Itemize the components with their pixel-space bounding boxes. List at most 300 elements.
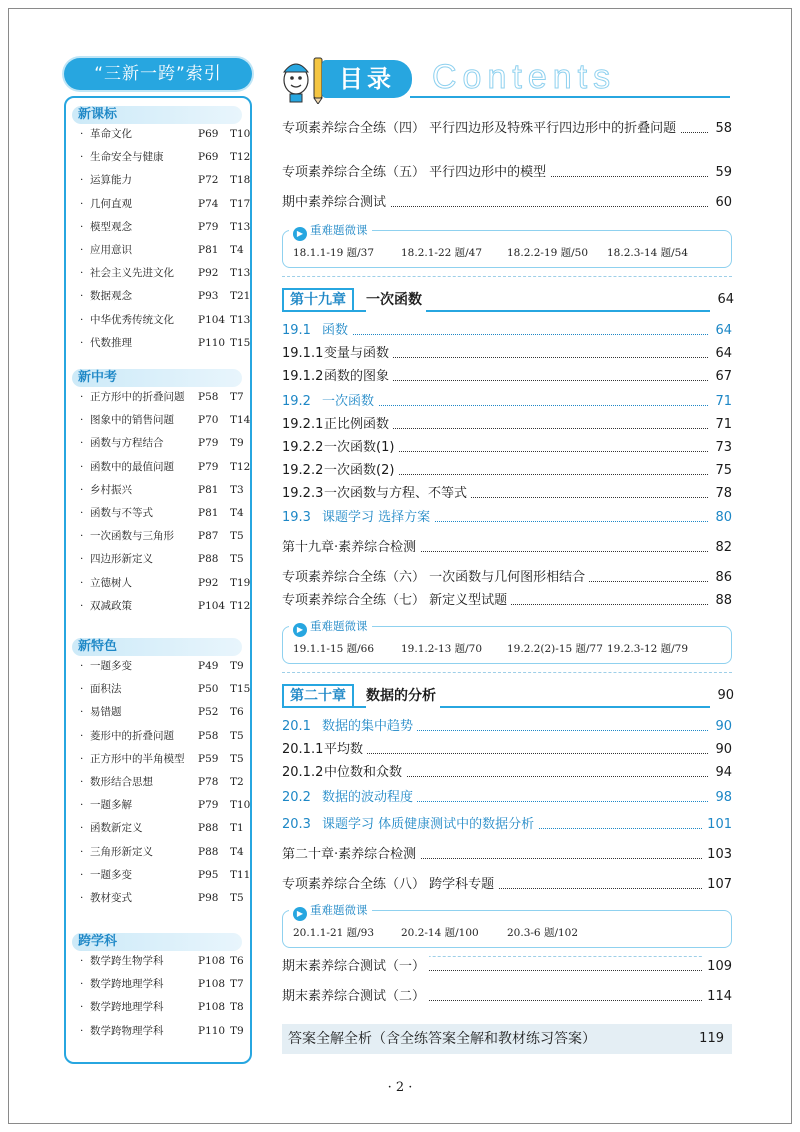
toc-entry-number: 20.2 xyxy=(282,790,311,805)
sidebar-item-name: 易错题 xyxy=(90,706,122,719)
sidebar-item-page: P108 xyxy=(198,978,226,991)
sidebar-item-task: T17 xyxy=(230,197,251,210)
bullet-icon: · xyxy=(80,267,84,280)
sidebar-item-name: 数学跨地理学科 xyxy=(90,978,164,991)
toc-entry-label xyxy=(282,787,417,809)
sidebar-item-page: P69 xyxy=(198,128,219,140)
sidebar-item-name: 乡村振兴 xyxy=(90,483,132,496)
sidebar-item-name: 菱形中的折叠问题 xyxy=(90,729,174,742)
sidebar-item[interactable] xyxy=(80,335,251,351)
toc-entry-label: 专项素养综合全练（五） 平行四边形中的模型 xyxy=(282,162,550,184)
sidebar-item[interactable] xyxy=(80,751,248,767)
toc-entry-title: 数据的集中趋势 xyxy=(322,719,414,734)
toc-entry-page: 86 xyxy=(711,567,732,589)
toc-row[interactable] xyxy=(282,437,732,459)
sidebar-item-task: T8 xyxy=(230,1001,244,1014)
sidebar-item-page: P58 xyxy=(198,391,219,403)
sidebar-item[interactable] xyxy=(80,844,248,860)
toc-entry-page: 114 xyxy=(703,986,732,1008)
sidebar-item[interactable] xyxy=(80,172,251,188)
sidebar-item[interactable] xyxy=(80,704,248,720)
sidebar-item-name: 三角形新定义 xyxy=(90,845,153,858)
weike-box xyxy=(282,619,732,664)
sidebar-item[interactable] xyxy=(80,482,248,498)
sidebar-item-task: T19 xyxy=(230,576,251,589)
sidebar-item-name: 社会主义先进文化 xyxy=(90,267,174,280)
sidebar-item-name: 数据观念 xyxy=(90,290,132,303)
sidebar-item-name: 运算能力 xyxy=(90,174,132,187)
sidebar-item[interactable] xyxy=(80,1023,248,1039)
toc-entry-page: 58 xyxy=(711,118,732,140)
chapter-tag: 第十九章 xyxy=(282,288,354,312)
toc-entry-label: 专项素养综合全练（六） 一次函数与几何图形相结合 xyxy=(282,567,589,589)
toc-section-row[interactable] xyxy=(282,507,732,529)
toc-entry-label xyxy=(282,507,434,529)
bullet-icon: · xyxy=(80,220,84,233)
sidebar-item-task: T7 xyxy=(230,978,244,991)
sidebar-item[interactable] xyxy=(80,575,251,591)
sidebar-item-name: 双减政策 xyxy=(90,599,132,612)
sidebar-item-page: P70 xyxy=(198,414,219,427)
sidebar-item-task: T11 xyxy=(230,868,251,881)
toc-entry-label: 专项素养综合全练（四） 平行四边形及特殊平行四边形中的折叠问题 xyxy=(282,118,680,140)
sidebar-item-name: 应用意识 xyxy=(90,244,132,256)
toc-entry-number: 19.1.2 xyxy=(282,369,324,384)
weike-ref[interactable]: 19.1.2-13 题/70 xyxy=(401,643,483,655)
sidebar-item-page: P95 xyxy=(198,868,219,881)
sidebar-item[interactable] xyxy=(80,953,248,969)
toc-entry-page: 60 xyxy=(711,192,732,214)
sidebar-item-task: T9 xyxy=(230,1024,244,1037)
toc-entry-page: 94 xyxy=(711,762,732,784)
weike-ref[interactable]: 18.2.1-22 题/47 xyxy=(401,247,483,259)
bullet-icon: · xyxy=(80,978,84,991)
sidebar-item[interactable] xyxy=(80,797,251,813)
sidebar-item-task: T3 xyxy=(230,483,244,496)
toc-row[interactable] xyxy=(282,483,732,505)
play-icon: ▶ xyxy=(293,907,307,921)
weike-ref[interactable]: 18.2.2-19 题/50 xyxy=(507,247,589,259)
toc-entry-page: 98 xyxy=(711,787,732,809)
sidebar-item[interactable] xyxy=(80,505,248,521)
sidebar-item-name: 四边形新定义 xyxy=(90,553,153,566)
sidebar-item-page: P110 xyxy=(198,336,226,349)
sidebar-item-name: 正方形中的半角模型 xyxy=(90,752,185,765)
toc-entry-label xyxy=(282,437,398,459)
toc-row[interactable] xyxy=(282,192,732,214)
sidebar-item-page: P88 xyxy=(198,845,219,858)
toc-entry-title: 一次函数(2) xyxy=(324,463,395,478)
toc-entry-label xyxy=(282,366,393,388)
sidebar-item-name: 模型观念 xyxy=(90,220,132,233)
sidebar-item-task: T2 xyxy=(230,776,244,788)
toc-entry-page: 75 xyxy=(711,460,732,482)
toc-entry-label: 第十九章·素养综合检测 xyxy=(282,537,420,559)
dashed-separator xyxy=(282,672,732,673)
toc-entry-label: 期末素养综合测试（二） xyxy=(282,986,429,1008)
toc-entry-page: 88 xyxy=(711,590,732,612)
toc-entry-title: 一次函数(1) xyxy=(324,440,395,455)
toc-entry-title: 课题学习 体质健康测试中的数据分析 xyxy=(322,817,535,832)
toc-entry-label xyxy=(282,762,406,784)
toc-row[interactable] xyxy=(282,986,732,1008)
sidebar-item[interactable] xyxy=(80,890,248,906)
toc-entry-label xyxy=(282,391,378,413)
bullet-icon: · xyxy=(80,313,84,326)
toc-entry-title: 中位数和众数 xyxy=(324,765,403,780)
sidebar-item[interactable] xyxy=(80,867,251,883)
toc-entry-page: 64 xyxy=(711,320,732,342)
sidebar-item-task: T6 xyxy=(230,955,244,967)
bullet-icon: · xyxy=(80,822,84,835)
weike-ref[interactable]: 18.1.1-19 题/37 xyxy=(293,247,375,259)
sidebar-item-page: P59 xyxy=(198,752,219,765)
sidebar-item[interactable] xyxy=(80,976,248,992)
bullet-icon: · xyxy=(80,845,84,858)
toc-entry-label: 期末素养综合测试（一） xyxy=(282,956,429,978)
sidebar-item[interactable] xyxy=(80,820,248,836)
mascot-icon xyxy=(280,54,328,104)
sidebar-item[interactable] xyxy=(80,265,251,281)
bullet-icon: · xyxy=(80,414,84,427)
toc-entry-page: 71 xyxy=(711,391,732,413)
toc-row[interactable] xyxy=(282,537,732,559)
sidebar-item[interactable] xyxy=(80,412,251,428)
bullet-icon: · xyxy=(80,752,84,765)
toc-entry-page: 80 xyxy=(711,507,732,529)
sidebar-item-page: P92 xyxy=(198,267,219,280)
play-icon: ▶ xyxy=(293,227,307,241)
bullet-icon: · xyxy=(80,391,84,403)
sidebar-item-task: T18 xyxy=(230,174,251,187)
sidebar-item-task: T5 xyxy=(230,553,244,566)
bullet-icon: · xyxy=(80,197,84,210)
toc-entry-title: 数据的波动程度 xyxy=(322,790,414,805)
sidebar-item-page: P108 xyxy=(198,1001,226,1014)
sidebar-item-task: T21 xyxy=(230,290,251,303)
sidebar-item[interactable] xyxy=(80,435,248,451)
sidebar-item-name: 正方形中的折叠问题 xyxy=(90,391,185,403)
sidebar-item-task: T5 xyxy=(230,729,244,742)
sidebar-item-task: T12 xyxy=(230,599,251,612)
sidebar-item[interactable] xyxy=(80,196,251,212)
weike-ref[interactable]: 20.2-14 题/100 xyxy=(401,927,479,939)
toc-entry-label xyxy=(282,414,393,436)
toc-row[interactable] xyxy=(282,590,732,612)
bullet-icon: · xyxy=(80,507,84,519)
sidebar-item[interactable] xyxy=(80,728,248,744)
sidebar-item-task: T6 xyxy=(230,706,244,719)
weike-ref[interactable]: 19.2.2(2)-15 题/77 xyxy=(507,643,603,655)
sidebar-item-task: T14 xyxy=(230,414,251,427)
toc-entry-label: 期中素养综合测试 xyxy=(282,192,390,214)
toc-entry-number: 19.2 xyxy=(282,394,311,409)
bullet-icon: · xyxy=(80,776,84,788)
weike-ref[interactable]: 18.2.3-14 题/54 xyxy=(607,247,689,259)
sidebar-item[interactable] xyxy=(80,312,251,328)
weike-label: 重难题微课 xyxy=(310,903,368,917)
sidebar-item-task: T4 xyxy=(230,845,244,858)
sidebar-item-name: 革命文化 xyxy=(90,128,132,140)
sidebar-item-name: 一题多变 xyxy=(90,868,132,881)
sidebar-item-task: T9 xyxy=(230,437,244,450)
bullet-icon: · xyxy=(80,244,84,256)
toc-entry-label xyxy=(282,343,393,365)
sidebar-item-page: P52 xyxy=(198,706,219,719)
toc-entry-page: 59 xyxy=(711,162,732,184)
toc-entry-title: 一次函数 xyxy=(322,394,375,409)
page-number: · 2 · xyxy=(387,1080,413,1095)
sidebar-item-task: T10 xyxy=(230,799,251,812)
sidebar-item-task: T13 xyxy=(230,220,251,233)
toc-entry-page: 103 xyxy=(703,844,732,866)
sidebar-title: “三新一跨”索引 xyxy=(64,58,252,90)
bullet-icon: · xyxy=(80,683,84,696)
toc-entry-page: 107 xyxy=(703,874,732,896)
toc-row[interactable] xyxy=(282,874,732,896)
sidebar-item-page: P104 xyxy=(198,599,226,612)
toc-row[interactable] xyxy=(282,567,732,589)
sidebar-item-name: 一题多解 xyxy=(90,799,132,812)
weike-label: 重难题微课 xyxy=(310,619,368,633)
toc-entry-number: 20.1.1 xyxy=(282,742,324,757)
bullet-icon: · xyxy=(80,437,84,450)
weike-ref[interactable]: 20.3-6 题/102 xyxy=(507,927,579,939)
sidebar-item-page: P104 xyxy=(198,313,226,326)
chapter-heading[interactable] xyxy=(282,684,734,708)
bullet-icon: · xyxy=(80,799,84,812)
sidebar-item-page: P92 xyxy=(198,576,219,589)
sidebar-item-page: P72 xyxy=(198,174,219,187)
sidebar-item[interactable] xyxy=(80,126,251,142)
sidebar-item[interactable] xyxy=(80,681,251,697)
weike-label: 重难题微课 xyxy=(310,223,368,237)
bullet-icon: · xyxy=(80,483,84,496)
sidebar-item-task: T12 xyxy=(230,460,251,473)
sidebar-item-page: P50 xyxy=(198,683,219,696)
weike-header xyxy=(289,902,372,921)
sidebar-item[interactable] xyxy=(80,551,248,567)
toc-section-row[interactable] xyxy=(282,814,732,836)
sidebar-item[interactable] xyxy=(80,459,251,475)
toc-entry-number: 19.2.1 xyxy=(282,417,324,432)
toc-entry-page: 64 xyxy=(711,343,732,365)
sidebar-category: 新特色 xyxy=(72,638,242,656)
play-icon: ▶ xyxy=(293,623,307,637)
chapter-heading[interactable] xyxy=(282,288,734,312)
sidebar-item-task: T10 xyxy=(230,128,251,140)
bullet-icon: · xyxy=(80,128,84,140)
weike-ref[interactable]: 19.1.1-15 题/66 xyxy=(293,643,375,655)
toc-entry-number: 19.2.2 xyxy=(282,440,324,455)
sidebar-item-task: T15 xyxy=(230,683,251,696)
sidebar-item-task: T4 xyxy=(230,244,244,256)
sidebar-item-page: P49 xyxy=(198,660,219,672)
sidebar-item-name: 函数新定义 xyxy=(90,822,143,835)
bullet-icon: · xyxy=(80,706,84,719)
sidebar-item[interactable] xyxy=(80,528,248,544)
bullet-icon: · xyxy=(80,955,84,967)
answer-row[interactable] xyxy=(282,1024,732,1054)
toc-entry-title: 课题学习 选择方案 xyxy=(322,510,431,525)
toc-entry-page: 71 xyxy=(711,414,732,436)
sidebar-item-page: P87 xyxy=(198,530,219,543)
toc-entry-page: 73 xyxy=(711,437,732,459)
toc-row[interactable] xyxy=(282,762,732,784)
sidebar-item-page: P93 xyxy=(198,290,219,303)
weike-ref[interactable]: 20.1.1-21 题/93 xyxy=(293,927,375,939)
bullet-icon: · xyxy=(80,729,84,742)
toc-row[interactable] xyxy=(282,739,732,761)
sidebar-item-task: T1 xyxy=(230,822,244,835)
toc-entry-label xyxy=(282,320,352,342)
dashed-separator xyxy=(282,276,732,277)
toc-entry-page: 101 xyxy=(703,814,732,836)
sidebar-item[interactable] xyxy=(80,288,251,304)
toc-row[interactable] xyxy=(282,343,732,365)
chapter-tag: 第二十章 xyxy=(282,684,354,708)
sidebar-item-task: T5 xyxy=(230,530,244,543)
toc-entry-title: 变量与函数 xyxy=(324,346,390,361)
toc-entry-page: 90 xyxy=(711,739,732,761)
bullet-icon: · xyxy=(80,553,84,566)
chapter-name: 数据的分析 xyxy=(366,684,440,708)
bullet-icon: · xyxy=(80,660,84,672)
sidebar-item[interactable] xyxy=(80,658,248,674)
weike-header xyxy=(289,222,372,241)
toc-entry-number: 19.2.2 xyxy=(282,463,324,478)
toc-section-row[interactable] xyxy=(282,320,732,342)
sidebar-item-name: 教材变式 xyxy=(90,892,132,904)
sidebar-item[interactable] xyxy=(80,774,248,790)
sidebar-item[interactable] xyxy=(80,219,251,235)
answer-page: 119 xyxy=(699,1031,724,1046)
sidebar-item-task: T4 xyxy=(230,507,244,519)
sidebar-item[interactable] xyxy=(80,598,251,614)
sidebar-item[interactable] xyxy=(80,999,248,1015)
toc-row[interactable] xyxy=(282,366,732,388)
sidebar-category: 新课标 xyxy=(72,106,242,124)
sidebar-item-page: P79 xyxy=(198,799,219,812)
toc-row[interactable] xyxy=(282,844,732,866)
sidebar-item[interactable] xyxy=(80,149,251,165)
toc-entry-page: 82 xyxy=(711,537,732,559)
sidebar-item[interactable] xyxy=(80,242,248,258)
toc-row[interactable] xyxy=(282,118,732,140)
sidebar-item-task: T5 xyxy=(230,892,244,904)
sidebar-item-page: P79 xyxy=(198,437,219,450)
sidebar-item-name: 生命安全与健康 xyxy=(90,151,164,164)
sidebar-item-page: P108 xyxy=(198,955,226,967)
weike-box xyxy=(282,903,732,948)
toc-title-en: Contents xyxy=(432,58,617,96)
bullet-icon: · xyxy=(80,460,84,473)
toc-entry-label xyxy=(282,460,398,482)
sidebar-item-name: 代数推理 xyxy=(90,336,132,349)
header-rule xyxy=(410,96,730,98)
toc-entry-title: 函数 xyxy=(322,323,349,338)
sidebar-item-task: T12 xyxy=(230,151,251,164)
toc-row[interactable] xyxy=(282,460,732,482)
sidebar-item-page: P81 xyxy=(198,483,219,496)
toc-row[interactable] xyxy=(282,162,732,184)
toc-entry-page: 67 xyxy=(711,366,732,388)
sidebar-item-task: T5 xyxy=(230,752,244,765)
sidebar-item-name: 面积法 xyxy=(90,683,122,696)
bullet-icon: · xyxy=(80,576,84,589)
sidebar-item-name: 一次函数与三角形 xyxy=(90,530,174,543)
weike-ref[interactable]: 19.2.3-12 题/79 xyxy=(607,643,689,655)
bullet-icon: · xyxy=(80,174,84,187)
sidebar-item-name: 中华优秀传统文化 xyxy=(90,313,174,326)
answer-label: 答案全解全析（含全练答案全解和教材练习答案） xyxy=(288,1031,596,1047)
toc-section-row[interactable] xyxy=(282,716,732,738)
sidebar-item-task: T9 xyxy=(230,660,244,672)
sidebar-item-name: 图象中的销售问题 xyxy=(90,414,174,427)
toc-entry-label xyxy=(282,739,367,761)
toc-entry-label xyxy=(282,814,538,836)
sidebar-item-page: P58 xyxy=(198,729,219,742)
bullet-icon: · xyxy=(80,530,84,543)
sidebar-item-name: 一题多变 xyxy=(90,660,132,672)
sidebar-item[interactable] xyxy=(80,389,248,405)
sidebar-item-page: P88 xyxy=(198,553,219,566)
chapter-name: 一次函数 xyxy=(366,288,426,312)
toc-entry-label: 专项素养综合全练（八） 跨学科专题 xyxy=(282,874,498,896)
toc-entry-number: 19.3 xyxy=(282,510,311,525)
bullet-icon: · xyxy=(80,892,84,904)
toc-entry-title: 函数的图象 xyxy=(324,369,390,384)
toc-title: 目录 xyxy=(322,60,412,98)
toc-entry-title: 正比例函数 xyxy=(324,417,390,432)
toc-entry-page: 78 xyxy=(711,483,732,505)
sidebar-item-page: P79 xyxy=(198,220,219,233)
toc-entry-label xyxy=(282,483,471,505)
sidebar-item-name: 数形结合思想 xyxy=(90,776,153,788)
bullet-icon: · xyxy=(80,1001,84,1014)
chapter-page: 64 xyxy=(713,288,734,312)
toc-entry-label: 第二十章·素养综合检测 xyxy=(282,844,420,866)
toc-section-row[interactable] xyxy=(282,787,732,809)
sidebar-item-name: 数学跨物理学科 xyxy=(90,1024,164,1037)
toc-row[interactable] xyxy=(282,414,732,436)
sidebar-item-name: 立德树人 xyxy=(90,576,132,589)
sidebar-item-page: P81 xyxy=(198,507,219,519)
toc-entry-label: 专项素养综合全练（七） 新定义型试题 xyxy=(282,590,511,612)
toc-section-row[interactable] xyxy=(282,391,732,413)
sidebar-category: 跨学科 xyxy=(72,933,242,951)
sidebar-item-name: 几何直观 xyxy=(90,197,132,210)
sidebar-item-name: 数学跨地理学科 xyxy=(90,1001,164,1014)
sidebar-item-task: T13 xyxy=(230,313,251,326)
sidebar-item-page: P79 xyxy=(198,460,219,473)
toc-entry-number: 20.1.2 xyxy=(282,765,324,780)
toc-entry-number: 19.1 xyxy=(282,323,311,338)
bullet-icon: · xyxy=(80,336,84,349)
bullet-icon: · xyxy=(80,151,84,164)
chapter-page: 90 xyxy=(713,684,734,708)
toc-row[interactable] xyxy=(282,956,732,978)
sidebar-category: 新中考 xyxy=(72,369,242,387)
toc-entry-number: 19.1.1 xyxy=(282,346,324,361)
sidebar-item-task: T15 xyxy=(230,336,251,349)
sidebar-item-page: P69 xyxy=(198,151,219,164)
bullet-icon: · xyxy=(80,290,84,303)
sidebar-item-name: 函数中的最值问题 xyxy=(90,460,174,473)
sidebar-item-task: T13 xyxy=(230,267,251,280)
sidebar-item-page: P78 xyxy=(198,776,219,788)
sidebar-item-page: P110 xyxy=(198,1024,226,1037)
